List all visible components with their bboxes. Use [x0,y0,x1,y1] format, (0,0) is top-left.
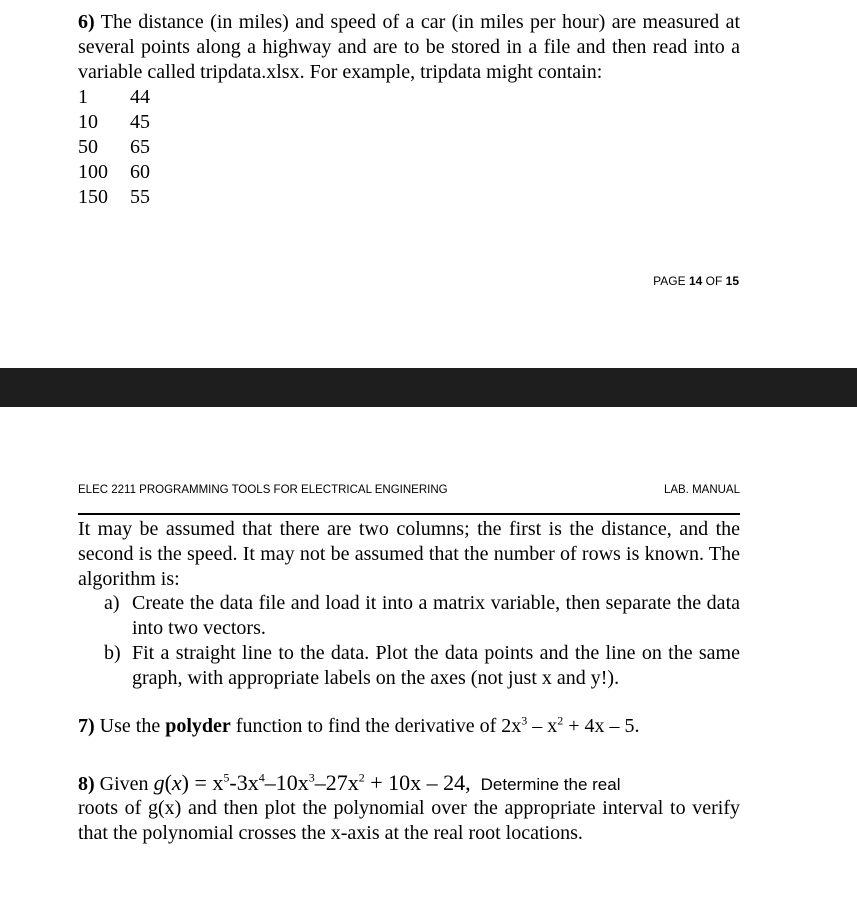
distance-cell: 50 [78,136,98,158]
speed-cell: 45 [130,111,150,133]
polyder-function: polyder [165,715,231,737]
g-of-x [154,770,213,795]
table-row [78,85,150,110]
speed-cell: 44 [130,86,150,108]
running-header [78,484,740,515]
term: + 10x – 24, [364,770,471,795]
question-8-number: 8) [78,773,95,795]
page-divider [0,368,857,407]
course-title: ELEC 2211 PROGRAMMING TOOLS FOR ELECTRICAL ENGINERING [78,484,448,496]
table-row [78,185,150,210]
distance-cell: 1 [78,86,88,108]
page-number-prefix: PAGE [653,274,689,288]
question-6-number: 6) [78,11,95,33]
term: –10x [264,770,309,795]
question-6-continuation: It may be assumed that there are two columns; the first is the distance, and the second is the speed. It may not be assumed that the number of rows is known. The algorithm is: [78,518,740,590]
question-7 [78,714,740,739]
term: -3x [229,770,259,795]
table-row [78,135,150,160]
question-7-tail: + 4x – 5. [563,715,640,737]
function-name: g [153,770,165,795]
function-variable: x [171,770,182,795]
page-number-current: 14 [688,274,703,288]
speed-cell: 55 [130,186,150,208]
distance-cell: 100 [78,161,108,183]
exponent: 3 [308,770,315,785]
question-8-determine: Determine the real [480,775,621,794]
speed-cell: 65 [130,136,150,158]
page-number-of: OF [702,274,726,288]
distance-cell: 150 [78,186,108,208]
question-8-rest: roots of g(x) and then plot the polynomial over the appropriate interval to verify that the polynomial crosses the x-axis at the real root locations. [78,797,740,844]
paren-open: ( [164,770,172,795]
page-number-total: 15 [725,274,739,288]
speed-cell: 60 [130,161,150,183]
question-7-term: – x [527,715,558,737]
polynomial [212,770,470,795]
list-item-text: Fit a straight line to the data. Plot the data points and the line on the same graph, with appropriate labels on the axes (not just x and y!). [132,642,740,689]
paren-close: ) = [181,770,213,795]
question-8-given: Given [94,773,154,795]
question-7-pre: Use the [94,715,166,737]
term: x [212,770,224,795]
question-7-post: function to find the derivative of 2x [230,715,522,737]
list-item [104,591,740,641]
list-marker: a) [104,592,120,614]
algorithm-steps [104,591,740,691]
question-6-text: The distance (in miles) and speed of a car (in miles per hour) are measured at several points along a highway and are to be stored in a file and then read into a variable called tripdata.xlsx. For example, tripdata might contain: [78,11,741,83]
table-row [78,110,150,135]
question-6 [78,10,740,85]
list-marker: b) [104,642,121,664]
manual-label: LAB. MANUAL [663,484,740,496]
exponent: 5 [223,770,230,785]
question-8 [78,770,740,846]
question-7-number: 7) [78,715,95,737]
term: –27x [314,770,359,795]
exponent: 2 [557,713,564,728]
page-number [600,274,739,288]
tripdata-table [78,85,150,210]
question-8-line-1 [78,770,740,796]
distance-cell: 10 [78,111,98,133]
list-item [104,641,740,691]
exponent: 3 [521,713,528,728]
exponent: 2 [358,770,365,785]
list-item-text: Create the data file and load it into a matrix variable, then separate the data into two vectors. [132,592,740,639]
table-row [78,160,150,185]
exponent: 4 [258,770,265,785]
